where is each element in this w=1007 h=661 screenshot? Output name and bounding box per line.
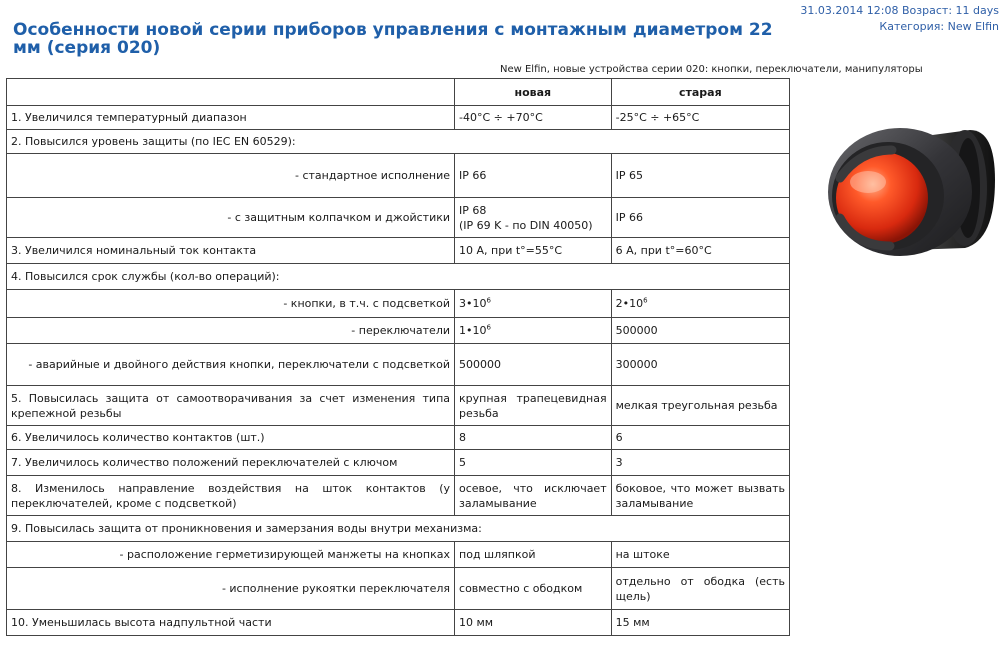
row-old-value: на штоке — [611, 542, 789, 568]
row-new-value — [455, 198, 612, 238]
header-new: новая — [455, 79, 612, 106]
table-section-row — [7, 516, 790, 542]
row-new-value — [455, 290, 612, 318]
table-row — [7, 476, 790, 516]
comparison-table — [6, 78, 790, 636]
row-feature: 6. Увеличилось количество контактов (шт.) — [7, 426, 455, 450]
row-old-value: 6 — [611, 426, 789, 450]
row-feature: 7. Увеличилось количество положений переключателей с ключом — [7, 450, 455, 476]
header-feature — [7, 79, 455, 106]
row-new-value: 5 — [455, 450, 612, 476]
table-row — [7, 386, 790, 426]
table-section-row — [7, 264, 790, 290]
meta-age-value: 11 days — [955, 4, 999, 17]
row-old-value: 500000 — [611, 318, 789, 344]
table-row — [7, 198, 790, 238]
row-old-value: IP 66 — [611, 198, 789, 238]
row-new-value: совместно с ободком — [455, 568, 612, 610]
section-heading: 9. Повысилась защита от проникновения и замерзания воды внутри механизма: — [7, 516, 790, 542]
value-exponent: 6 — [486, 323, 491, 332]
row-feature: 5. Повысилась защита от самоотворачивания за счет изменения типа крепежной резьбы — [7, 386, 455, 426]
row-new-value-line2: (IP 69 K - по DIN 40050) — [459, 218, 593, 232]
table-row — [7, 542, 790, 568]
table-row — [7, 318, 790, 344]
table-caption: New Elfin, новые устройства серии 020: кнопки, переключатели, манипуляторы — [500, 64, 923, 75]
row-new-value: 10 А, при t°=55°С — [455, 238, 612, 264]
row-feature: - переключатели — [7, 318, 455, 344]
header-old: старая — [611, 79, 789, 106]
table-row — [7, 450, 790, 476]
table-section-row — [7, 130, 790, 154]
row-feature: - расположение герметизирующей манжеты на кнопках — [7, 542, 455, 568]
illuminated-push-button-icon — [800, 100, 1000, 300]
row-new-value: осевое, что исключает заламывание — [455, 476, 612, 516]
row-old-value: боковое, что может вызвать заламывание — [611, 476, 789, 516]
row-new-value — [455, 318, 612, 344]
meta-category-label: Категория: — [879, 20, 945, 33]
article-meta — [800, 3, 999, 35]
table-row — [7, 610, 790, 636]
value-base: 2•10 — [615, 297, 644, 310]
row-old-value: IP 65 — [611, 154, 789, 198]
row-new-value: IP 66 — [455, 154, 612, 198]
table-row — [7, 106, 790, 130]
row-new-value: под шляпкой — [455, 542, 612, 568]
row-old-value: 15 мм — [611, 610, 789, 636]
meta-category — [800, 19, 999, 35]
row-old-value: 6 А, при t°=60°С — [611, 238, 789, 264]
product-photo — [800, 100, 1000, 300]
table-row — [7, 154, 790, 198]
row-feature: - аварийные и двойного действия кнопки, переключатели с подсветкой — [7, 344, 455, 386]
row-old-value: отдельно от ободка (есть щель) — [611, 568, 789, 610]
category-link[interactable]: New Elfin — [947, 20, 999, 33]
section-heading: 2. Повысился уровень защиты (по IEC EN 60529): — [7, 130, 790, 154]
table-row — [7, 344, 790, 386]
value-base: 3•10 — [459, 297, 487, 310]
row-old-value — [611, 290, 789, 318]
row-feature: - кнопки, в т.ч. с подсветкой — [7, 290, 455, 318]
page-title: Особенности новой серии приборов управления с монтажным диаметром 22 мм (серия 020) — [13, 20, 773, 58]
row-old-value: -25°C ÷ +65°C — [611, 106, 789, 130]
section-heading: 4. Повысился срок службы (кол-во операций): — [7, 264, 790, 290]
row-feature: - с защитным колпачком и джойстики — [7, 198, 455, 238]
row-feature: 3. Увеличился номинальный ток контакта — [7, 238, 455, 264]
row-old-value: 3 — [611, 450, 789, 476]
row-feature: 1. Увеличился температурный диапазон — [7, 106, 455, 130]
row-new-value: 8 — [455, 426, 612, 450]
table-row — [7, 426, 790, 450]
table-header-row — [7, 79, 790, 106]
meta-age-label: Возраст: — [902, 4, 953, 17]
row-new-value: -40°C ÷ +70°C — [455, 106, 612, 130]
row-new-value-line1: IP 68 — [459, 203, 487, 217]
table-row — [7, 290, 790, 318]
button-cap-highlight — [850, 171, 886, 193]
row-new-value: 10 мм — [455, 610, 612, 636]
row-new-value: крупная трапецевидная резьба — [455, 386, 612, 426]
meta-datetime: 31.03.2014 12:08 — [800, 4, 899, 17]
value-base: 1•10 — [459, 324, 487, 337]
meta-date-age — [800, 3, 999, 19]
row-new-value: 500000 — [455, 344, 612, 386]
row-old-value: мелкая треугольная резьба — [611, 386, 789, 426]
table-row — [7, 568, 790, 610]
table-row — [7, 238, 790, 264]
value-exponent: 6 — [486, 296, 491, 305]
row-feature: - исполнение рукоятки переключателя — [7, 568, 455, 610]
value-exponent: 6 — [643, 296, 648, 305]
row-feature: 10. Уменьшилась высота надпультной части — [7, 610, 455, 636]
row-old-value: 300000 — [611, 344, 789, 386]
row-feature: 8. Изменилось направление воздействия на шток контактов (у переключателей, кроме с подсветкой) — [7, 476, 455, 516]
row-feature: - стандартное исполнение — [7, 154, 455, 198]
